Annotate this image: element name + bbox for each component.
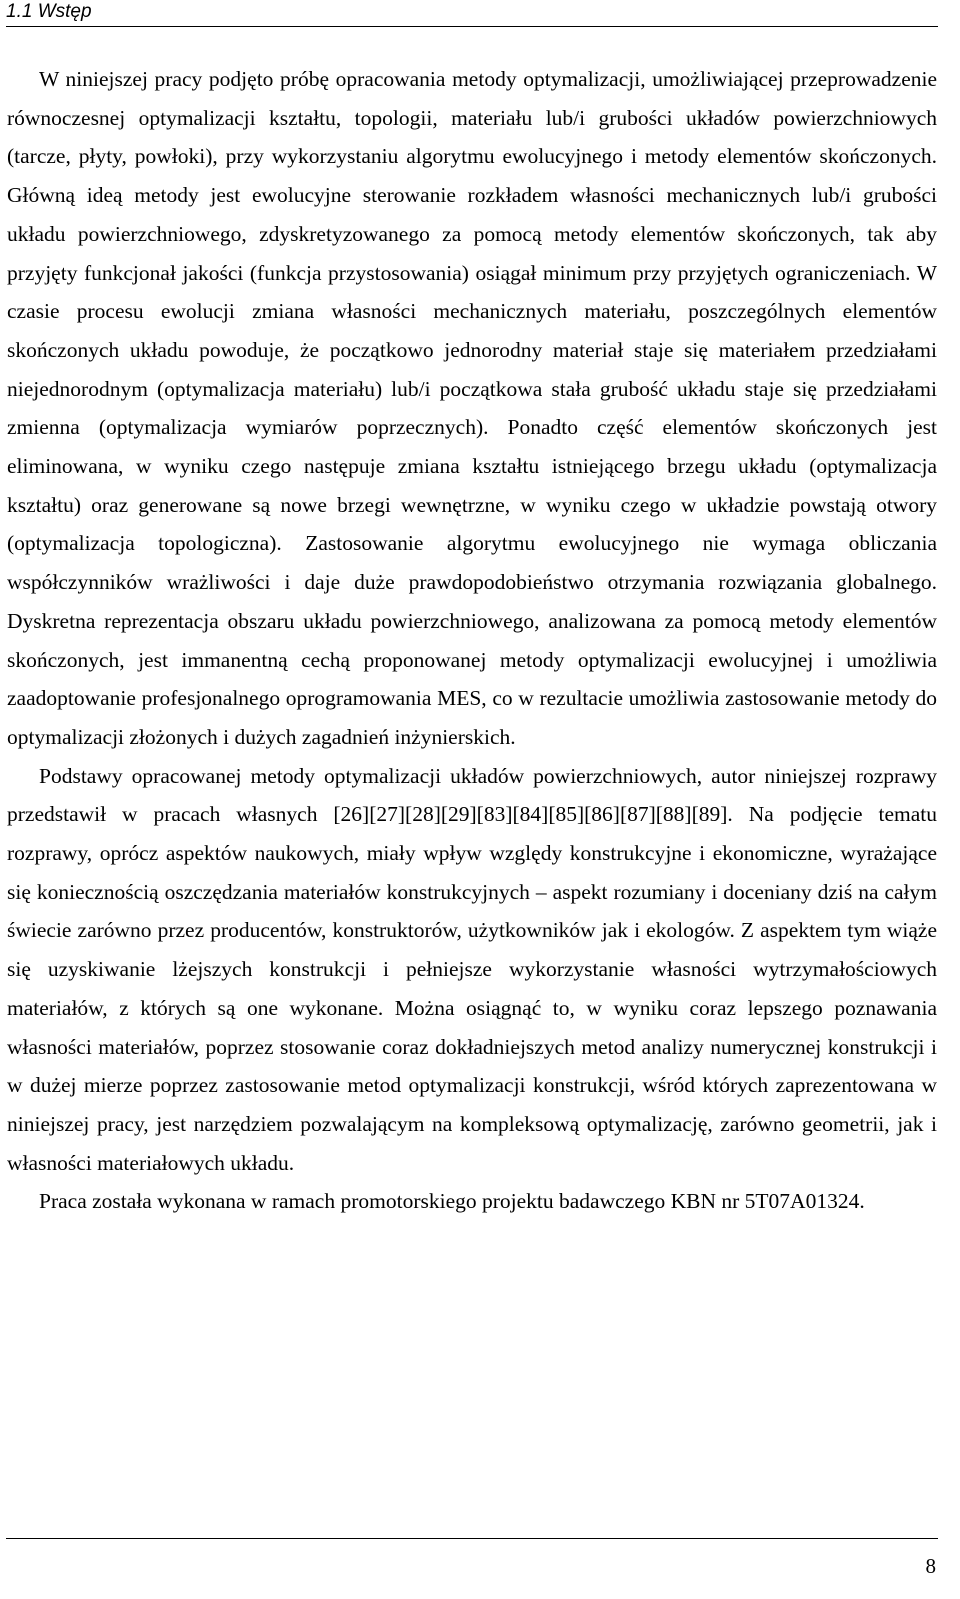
running-footer [6,1538,938,1599]
paragraph-background: Podstawy opracowanej metody optymalizacji układów powierzchniowych, autor niniejszej rozprawy przedstawił w pracach własnych [26][27][28][29][83][84][85][86][87][88][89]. Na podjęcie tematu rozprawy, oprócz aspektów naukowych, miały wpływ względy konstrukcyjne i ekonomiczne, wyrażające się koniecznością oszczędzania materiałów konstrukcyjnych – aspekt rozumiany i doceniany dziś na całym świecie zarówno przez producentów, konstruktorów, użytkowników jak i ekologów. Z aspektem tym wiąże się uzyskiwanie lżejszych konstrukcji i pełniejsze wykorzystanie własności wytrzymałościowych materiałów, z których są one wykonane. Można osiągnąć to, w wyniku coraz lepszego poznawania własności materiałów, poprzez stosowanie coraz dokładniejszych metod analizy numerycznej konstrukcji i w dużej mierze poprzez zastosowanie metod optymalizacji konstrukcji, wśród których zaprezentowana w niniejszej pracy, jest narzędziem pozwalającym na kompleksową optymalizację, zarówno geometrii, jak i własności materiałowych układu. [7,763,937,1175]
paragraph-intro: W niniejszej pracy podjęto próbę opracowania metody optymalizacji, umożliwiającej przeprowadzenie równoczesnej optymalizacji kształtu, topologii, materiału lub/i grubości układów powierzchniowych (tarcze, płyty, powłoki), przy wykorzystaniu algorytmu ewolucyjnego i metody elementów skończonych. Główną ideą metody jest ewolucyjne sterowanie rozkładem własności mechanicznych lub/i grubości układu powierzchniowego, zdyskretyzowanego za pomocą metody elementów skończonych, tak aby przyjęty funkcjonał jakości (funkcja przystosowania) osiągał minimum przy przyjętych ograniczeniach. W czasie procesu ewolucji zmiana własności mechanicznych materiału, poszczególnych elementów skończonych układu powoduje, że początkowo jednorodny materiał staje się materiałem przedziałami niejednorodnym (optymalizacja materiału) lub/i początkowa stała grubość układu staje się przedziałami zmienna (optymalizacja wymiarów poprzecznych). Ponadto część elementów skończonych jest eliminowana, w wyniku czego następuje zmiana kształtu istniejącego brzegu układu (optymalizacja kształtu) oraz generowane są nowe brzegi wewnętrzne, w wyniku czego w układzie powstają otwory (optymalizacja topologiczna). Zastosowanie algorytmu ewolucyjnego nie wymaga obliczania współczynników wrażliwości i daje duże prawdopodobieństwo otrzymania rozwiązania globalnego. Dyskretna reprezentacja obszaru układu powierzchniowego, analizowana za pomocą metody elementów skończonych, jest immanentną cechą proponowanej metody optymalizacji ewolucyjnej i umożliwia zaadoptowanie profesjonalnego oprogramowania MES, co w rezultacie umożliwia zastosowanie metody do optymalizacji złożonych i dużych zagadnień inżynierskich. [7,67,937,749]
running-header [6,0,938,27]
paragraph-funding: Praca została wykonana w ramach promotorskiego projektu badawczego KBN nr 5T07A01324. [39,1189,865,1214]
page-number: 8 [925,1554,936,1578]
document-body [7,60,937,1221]
section-title: 1.1 Wstęp [6,1,92,22]
